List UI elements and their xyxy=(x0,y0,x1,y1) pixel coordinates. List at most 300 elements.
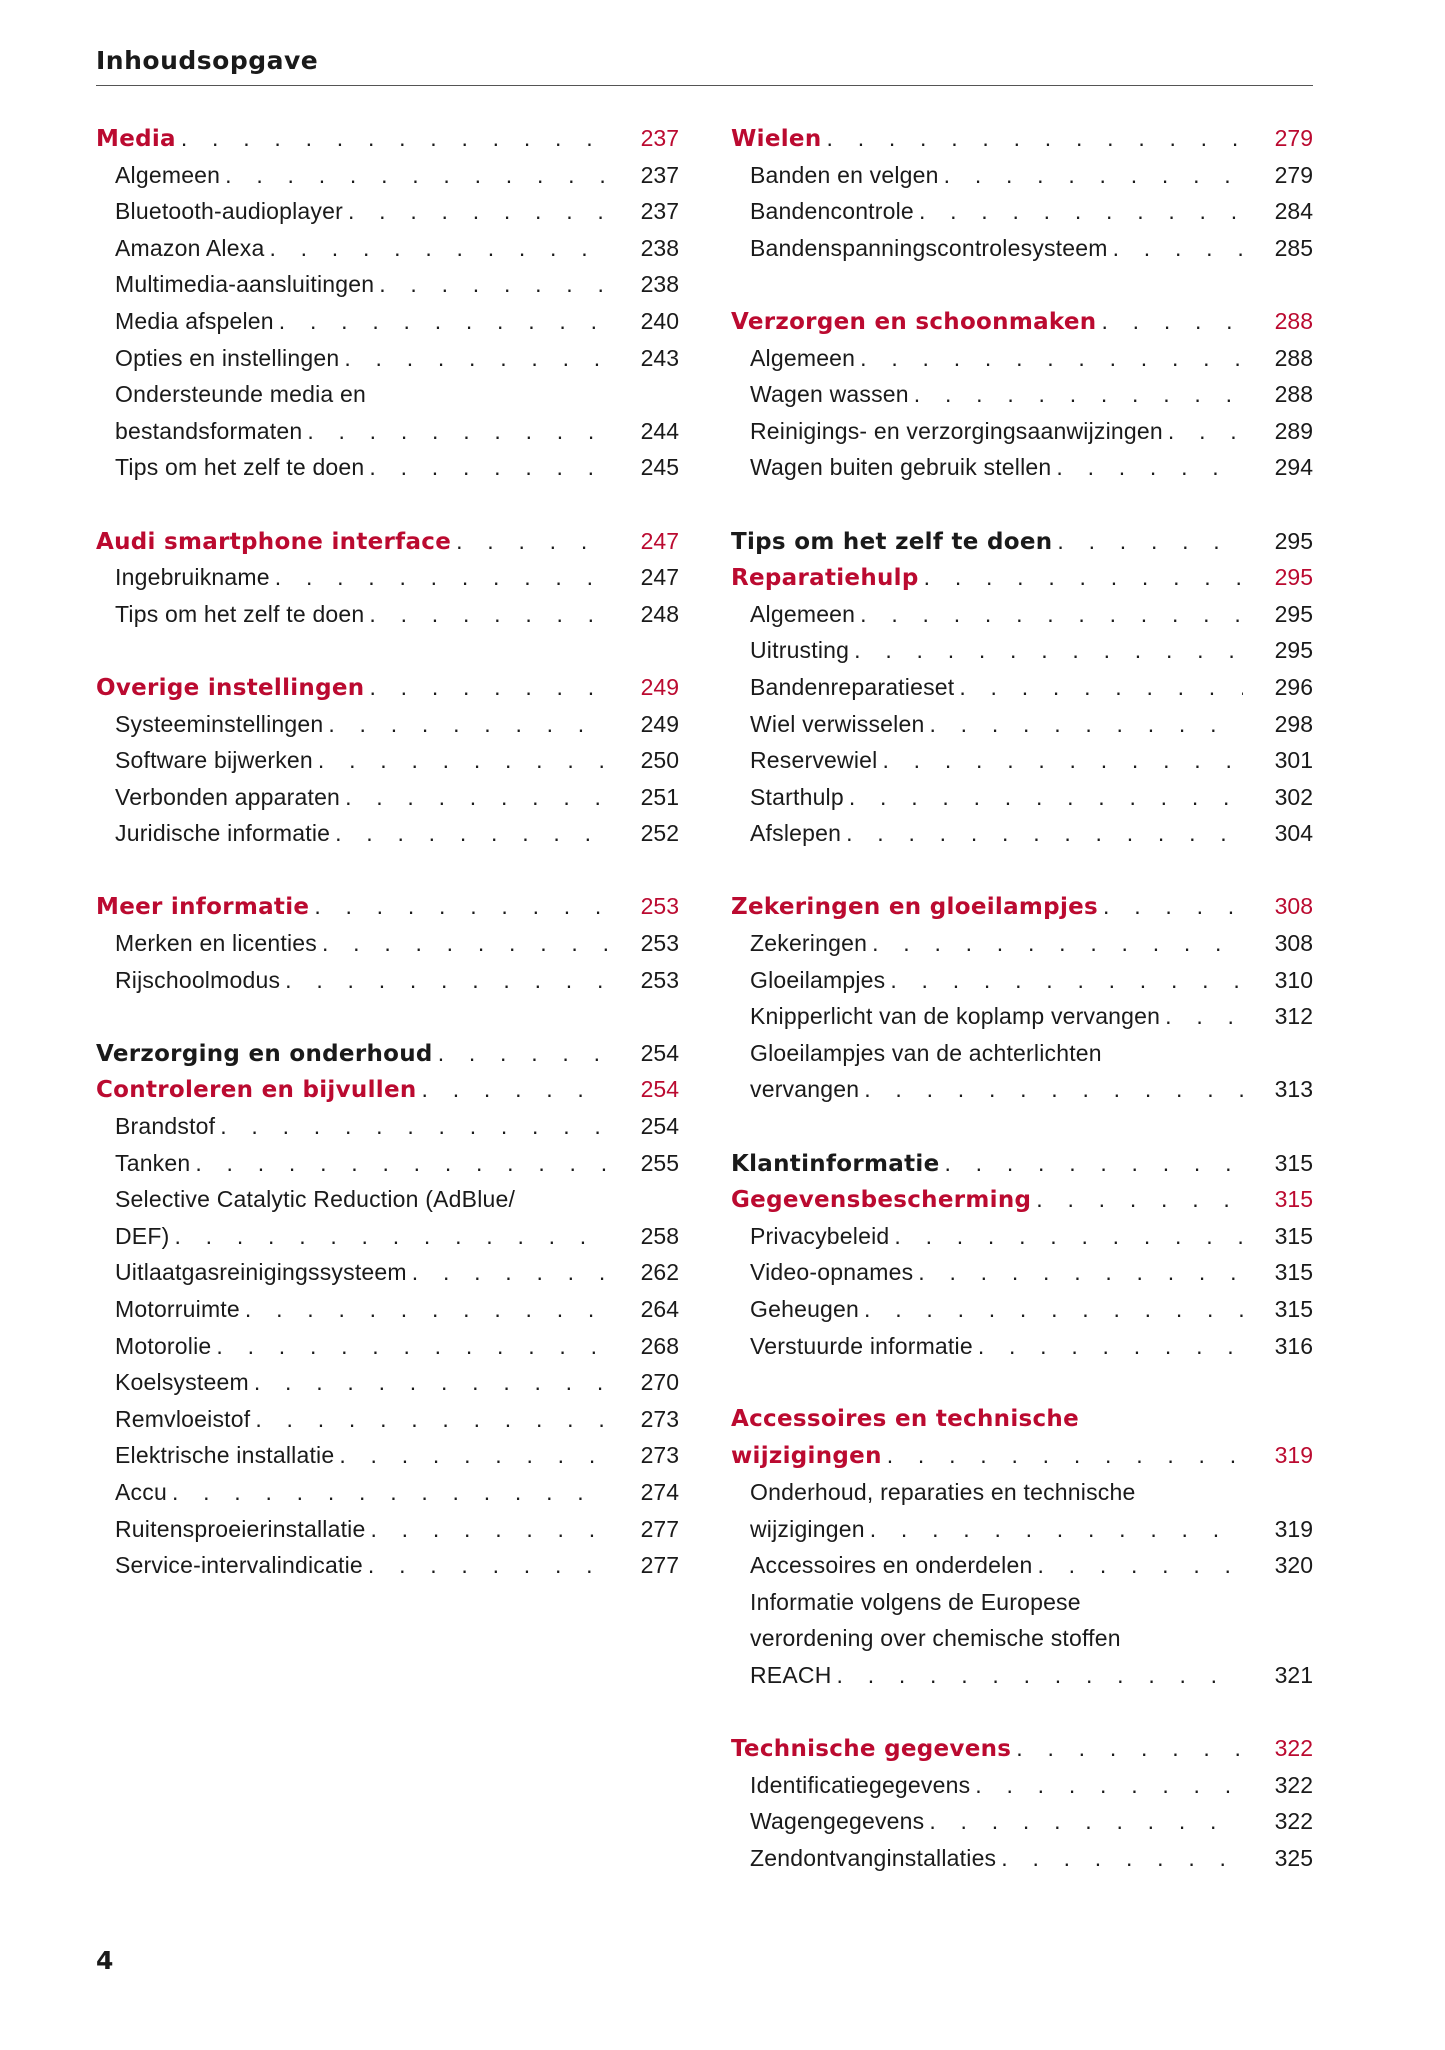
toc-entry-title: Algemeen xyxy=(750,600,856,627)
dot-leader xyxy=(872,925,1243,962)
toc-entry-title: Zendontvanginstallaties xyxy=(750,1844,997,1871)
dot-leader xyxy=(174,1218,609,1255)
dot-leader xyxy=(864,1071,1243,1108)
dot-leader xyxy=(1016,1730,1243,1767)
toc-entry-title: Video-opnames xyxy=(750,1259,914,1286)
toc-entry xyxy=(731,1620,1313,1657)
toc-chapter-entry[interactable] xyxy=(96,1035,679,1072)
toc-chapter-entry[interactable] xyxy=(731,303,1313,340)
toc-chapter-entry[interactable] xyxy=(731,1145,1313,1182)
dot-leader xyxy=(1165,998,1243,1035)
toc-entry-title: wijzigingen xyxy=(750,1515,865,1542)
dot-leader xyxy=(887,1437,1243,1474)
page-number: 4 xyxy=(96,1946,114,1975)
toc-entry[interactable] xyxy=(731,596,1313,633)
toc-page-number: 237 xyxy=(640,198,679,225)
toc-entry[interactable] xyxy=(96,340,679,377)
toc-entry-title: Uitrusting xyxy=(750,637,850,664)
toc-entry[interactable] xyxy=(731,632,1313,669)
toc-entry[interactable] xyxy=(96,742,679,779)
toc-page-number: 277 xyxy=(640,1515,679,1542)
toc-page-number: 319 xyxy=(1274,1442,1313,1469)
toc-entry-title: Privacybeleid xyxy=(750,1222,890,1249)
dot-leader xyxy=(172,1474,609,1511)
dot-leader xyxy=(1113,230,1243,267)
toc-entry[interactable] xyxy=(731,1803,1313,1840)
toc-entry-title: Ingebruikname xyxy=(115,564,270,591)
dot-leader xyxy=(978,1328,1243,1365)
toc-entry-title: Opties en instellingen xyxy=(115,344,340,371)
toc-entry xyxy=(731,1584,1313,1621)
toc-entry-title: Ondersteunde media en xyxy=(115,381,366,408)
dot-leader xyxy=(1103,888,1243,925)
toc-entry-title: Onderhoud, reparaties en technische xyxy=(750,1478,1136,1505)
dot-leader xyxy=(195,1145,609,1182)
dot-leader xyxy=(882,742,1243,779)
toc-entry-title: Koelsysteem xyxy=(115,1369,249,1396)
toc-chapter-entry[interactable] xyxy=(731,1730,1313,1767)
toc-page-number: 302 xyxy=(1274,783,1313,810)
toc-entry-title: REACH xyxy=(750,1661,832,1688)
toc-entry[interactable] xyxy=(731,1840,1313,1877)
dot-leader xyxy=(181,120,609,157)
dot-leader xyxy=(456,523,609,560)
dot-leader xyxy=(870,1511,1243,1548)
section-spacer xyxy=(731,1108,1313,1145)
toc-entry-title: vervangen xyxy=(750,1076,860,1103)
toc-entry[interactable] xyxy=(96,1145,679,1182)
toc-entry-title: Wagen buiten gebruik stellen xyxy=(750,454,1052,481)
dot-leader xyxy=(269,230,609,267)
toc-page-number: 237 xyxy=(640,125,679,151)
toc-chapter-entry[interactable] xyxy=(96,888,679,925)
toc-entry-title: Remvloeistof xyxy=(115,1405,251,1432)
toc-entry-title: Elektrische installatie xyxy=(115,1442,335,1469)
dot-leader xyxy=(849,779,1243,816)
toc-page-number: 251 xyxy=(640,783,679,810)
toc-page-number: 247 xyxy=(640,527,679,554)
toc-page-number: 247 xyxy=(640,564,679,591)
toc-entry[interactable] xyxy=(731,669,1313,706)
dot-leader xyxy=(860,340,1243,377)
dot-leader xyxy=(959,669,1243,706)
toc-entry-title: Wielen xyxy=(731,126,822,152)
toc-page-number: 295 xyxy=(1274,527,1313,554)
toc-entry-title: Accessoires en onderdelen xyxy=(750,1552,1033,1579)
toc-entry-title: Media afspelen xyxy=(115,307,274,334)
toc-page-number: 322 xyxy=(1274,1771,1313,1798)
toc-entry[interactable] xyxy=(96,1474,679,1511)
toc-page-number: 284 xyxy=(1274,198,1313,225)
header-divider xyxy=(96,85,1313,86)
toc-entry[interactable] xyxy=(96,1547,679,1584)
toc-entry[interactable] xyxy=(731,1071,1313,1108)
toc-left-column xyxy=(96,120,679,1584)
toc-entry[interactable] xyxy=(96,303,679,340)
dot-leader xyxy=(254,1364,609,1401)
toc-page-number: 248 xyxy=(640,600,679,627)
toc-entry-title: Gegevensbescherming xyxy=(731,1187,1032,1214)
dot-leader xyxy=(344,340,609,377)
toc-page-number: 320 xyxy=(1274,1552,1313,1579)
toc-entry[interactable] xyxy=(731,1328,1313,1365)
toc-page-number: 238 xyxy=(640,234,679,261)
toc-entry[interactable] xyxy=(96,1254,679,1291)
toc-entry-title: Knipperlicht van de koplamp vervangen xyxy=(750,1003,1161,1030)
toc-entry[interactable] xyxy=(731,1767,1313,1804)
toc-chapter-entry[interactable] xyxy=(96,523,679,560)
toc-entry[interactable] xyxy=(96,596,679,633)
toc-entry[interactable] xyxy=(96,1218,679,1255)
toc-entry-title: Systeeminstellingen xyxy=(115,710,324,737)
toc-entry-title: Tanken xyxy=(115,1149,191,1176)
dot-leader xyxy=(412,1254,609,1291)
dot-leader xyxy=(345,779,609,816)
page-title: Inhoudsopgave xyxy=(96,46,319,75)
toc-page-number: 244 xyxy=(640,417,679,444)
toc-page-number: 312 xyxy=(1274,1003,1313,1030)
toc-entry[interactable] xyxy=(96,266,679,303)
toc-entry-title: Wagengegevens xyxy=(750,1808,925,1835)
toc-entry-title: Algemeen xyxy=(115,161,221,188)
toc-entry-title: Zekeringen xyxy=(750,930,868,957)
toc-page-number: 250 xyxy=(640,747,679,774)
toc-page-number: 315 xyxy=(1274,1222,1313,1249)
toc-page-number: 315 xyxy=(1274,1186,1313,1213)
toc-entry[interactable] xyxy=(96,1364,679,1401)
section-spacer xyxy=(96,998,679,1035)
toc-entry-title: Wiel verwisselen xyxy=(750,710,925,737)
toc-page-number: 270 xyxy=(640,1369,679,1396)
toc-entry[interactable] xyxy=(96,1328,679,1365)
toc-entry[interactable] xyxy=(731,449,1313,486)
toc-page-number: 322 xyxy=(1274,1808,1313,1835)
toc-page-number: 249 xyxy=(640,710,679,737)
toc-entry-title: DEF) xyxy=(115,1222,170,1249)
dot-leader xyxy=(422,1071,609,1108)
toc-page-number: 289 xyxy=(1274,417,1313,444)
toc-page-number: 310 xyxy=(1274,966,1313,993)
toc-entry[interactable] xyxy=(96,193,679,230)
toc-entry xyxy=(96,376,679,413)
toc-page-number: 253 xyxy=(640,893,679,920)
toc-entry[interactable] xyxy=(731,1511,1313,1548)
dot-leader xyxy=(339,1437,609,1474)
toc-entry[interactable] xyxy=(731,742,1313,779)
toc-page-number: 301 xyxy=(1274,747,1313,774)
toc-page-number: 279 xyxy=(1274,161,1313,188)
toc-entry[interactable] xyxy=(731,376,1313,413)
dot-leader xyxy=(827,120,1243,157)
toc-entry[interactable] xyxy=(731,1547,1313,1584)
toc-entry-title: Software bijwerken xyxy=(115,747,313,774)
toc-page-number: 258 xyxy=(640,1222,679,1249)
toc-page-number: 255 xyxy=(640,1149,679,1176)
toc-chapter-entry[interactable] xyxy=(731,120,1313,157)
toc-entry-title: Verbonden apparaten xyxy=(115,783,341,810)
toc-page-number: 277 xyxy=(640,1552,679,1579)
toc-entry-title: Service-intervalindicatie xyxy=(115,1552,363,1579)
toc-entry-title: Reinigings- en verzorgingsaanwijzingen xyxy=(750,417,1163,444)
toc-entry-title: Merken en licenties xyxy=(115,930,317,957)
toc-page-number: 296 xyxy=(1274,673,1313,700)
toc-entry-title: Motorruimte xyxy=(115,1296,240,1322)
toc-entry-title: Algemeen xyxy=(750,344,856,371)
toc-page-number: 240 xyxy=(640,307,679,334)
toc-entry-title: Multimedia-aansluitingen xyxy=(115,271,375,298)
toc-entry[interactable] xyxy=(96,1291,679,1328)
toc-entry[interactable] xyxy=(731,998,1313,1035)
toc-entry[interactable] xyxy=(96,925,679,962)
toc-page-number: 319 xyxy=(1274,1515,1313,1542)
section-spacer xyxy=(96,486,679,523)
section-spacer xyxy=(731,1694,1313,1731)
dot-leader xyxy=(245,1291,609,1328)
dot-leader xyxy=(944,157,1243,194)
dot-leader xyxy=(368,1547,609,1584)
toc-chapter-entry[interactable] xyxy=(731,1181,1313,1218)
toc-entry[interactable] xyxy=(731,815,1313,852)
toc-entry[interactable] xyxy=(731,1657,1313,1694)
toc-entry[interactable] xyxy=(96,559,679,596)
toc-page-number: 298 xyxy=(1274,710,1313,737)
toc-entry-title: Wagen wassen xyxy=(750,381,909,408)
toc-chapter-entry[interactable] xyxy=(731,523,1313,560)
section-spacer xyxy=(731,1364,1313,1401)
toc-page-number: 254 xyxy=(640,1039,679,1066)
toc-entry-title: Banden en velgen xyxy=(750,161,939,188)
toc-page-number: 304 xyxy=(1274,820,1313,847)
toc-entry-title: Audi smartphone interface xyxy=(96,528,452,555)
toc-entry-title: Meer informatie xyxy=(96,894,310,921)
toc-entry-title: Bandencontrole xyxy=(750,198,914,225)
toc-chapter-entry[interactable] xyxy=(96,120,679,157)
toc-entry[interactable] xyxy=(96,1108,679,1145)
toc-page-number: 313 xyxy=(1274,1076,1313,1103)
toc-entry-title: Juridische informatie xyxy=(115,820,331,847)
toc-page-number: 288 xyxy=(1274,381,1313,408)
toc-chapter-entry[interactable] xyxy=(96,1071,679,1108)
toc-page-number: 238 xyxy=(640,271,679,298)
toc-page-number: 315 xyxy=(1274,1296,1313,1322)
toc-entry[interactable] xyxy=(96,230,679,267)
toc-entry-title: Ruitensproeierinstallatie xyxy=(115,1515,366,1542)
toc-page-number: 308 xyxy=(1274,930,1313,957)
dot-leader xyxy=(370,1511,609,1548)
dot-leader xyxy=(846,815,1243,852)
toc-page-number: 322 xyxy=(1274,1735,1313,1762)
toc-page-number: 288 xyxy=(1274,344,1313,371)
dot-leader xyxy=(894,1218,1243,1255)
toc-entry-title: Motorolie xyxy=(115,1332,212,1359)
toc-entry[interactable] xyxy=(96,815,679,852)
toc-entry-title: Accu xyxy=(115,1478,167,1505)
toc-page-number: 308 xyxy=(1274,893,1313,920)
toc-page-number: 237 xyxy=(640,161,679,188)
toc-page-number: 279 xyxy=(1274,125,1313,151)
toc-chapter-entry[interactable] xyxy=(731,559,1313,596)
toc-entry-title: Verstuurde informatie xyxy=(750,1332,973,1359)
dot-leader xyxy=(1057,523,1243,560)
toc-chapter-entry[interactable] xyxy=(731,1437,1313,1474)
toc-entry-title: Verzorgen en schoonmaken xyxy=(731,308,1097,335)
dot-leader xyxy=(837,1657,1243,1694)
toc-entry-title: Technische gegevens xyxy=(731,1736,1012,1763)
toc-page-number: 254 xyxy=(640,1076,679,1103)
toc-entry[interactable] xyxy=(96,1437,679,1474)
dot-leader xyxy=(944,1145,1243,1182)
toc-right-column xyxy=(731,120,1313,1877)
dot-leader xyxy=(1037,1547,1243,1584)
toc-page-number: 315 xyxy=(1274,1149,1313,1176)
toc-entry-title: wijzigingen xyxy=(731,1443,882,1470)
toc-page-number: 295 xyxy=(1274,637,1313,664)
toc-entry-title: Gloeilampjes van de achterlichten xyxy=(750,1039,1102,1066)
dot-leader xyxy=(369,449,609,486)
toc-page-number: 268 xyxy=(640,1332,679,1359)
toc-entry[interactable] xyxy=(96,962,679,999)
toc-page-number: 294 xyxy=(1274,454,1313,481)
dot-leader xyxy=(929,706,1243,743)
dot-leader xyxy=(924,559,1243,596)
toc-entry-title: Bandenreparatieset xyxy=(750,673,955,700)
toc-entry[interactable] xyxy=(96,706,679,743)
toc-entry[interactable] xyxy=(731,413,1313,450)
toc-entry[interactable] xyxy=(731,1291,1313,1328)
toc-entry-title: Media xyxy=(96,126,176,152)
toc-entry-title: Zekeringen en gloeilampjes xyxy=(731,894,1099,921)
dot-leader xyxy=(379,266,609,303)
dot-leader xyxy=(216,1328,609,1365)
dot-leader xyxy=(890,962,1243,999)
toc-entry[interactable] xyxy=(731,157,1313,194)
dot-leader xyxy=(369,669,609,706)
dot-leader xyxy=(369,596,609,633)
toc-entry-title: Bandenspanningscontrolesysteem xyxy=(750,234,1108,261)
toc-entry[interactable] xyxy=(96,157,679,194)
toc-entry-title: Overige instellingen xyxy=(96,674,365,701)
toc-entry[interactable] xyxy=(96,1511,679,1548)
toc-entry[interactable] xyxy=(731,925,1313,962)
toc-entry-title: Starthulp xyxy=(750,783,844,810)
dot-leader xyxy=(919,193,1243,230)
dot-leader xyxy=(307,413,609,450)
toc-entry[interactable] xyxy=(96,413,679,450)
toc-entry xyxy=(731,1474,1313,1511)
dot-leader xyxy=(314,888,609,925)
toc-page-number: 273 xyxy=(640,1405,679,1432)
toc-page-number: 253 xyxy=(640,966,679,993)
dot-leader xyxy=(220,1108,609,1145)
toc-entry-title: Tips om het zelf te doen xyxy=(115,454,365,481)
toc-entry-title: Identificatiegegevens xyxy=(750,1771,971,1798)
toc-entry[interactable] xyxy=(731,340,1313,377)
dot-leader xyxy=(275,559,609,596)
dot-leader xyxy=(918,1254,1243,1291)
toc-entry[interactable] xyxy=(731,962,1313,999)
dot-leader xyxy=(348,193,609,230)
toc-chapter-entry xyxy=(731,1401,1313,1438)
dot-leader xyxy=(1001,1840,1243,1877)
toc-entry-title: Tips om het zelf te doen xyxy=(115,600,365,627)
toc-entry[interactable] xyxy=(731,193,1313,230)
toc-entry[interactable] xyxy=(731,230,1313,267)
toc-entry[interactable] xyxy=(731,1218,1313,1255)
dot-leader xyxy=(854,632,1243,669)
toc-page-number: 295 xyxy=(1274,564,1313,591)
toc-entry-title: Uitlaatgasreinigingssysteem xyxy=(115,1259,407,1286)
toc-entry-title: bestandsformaten xyxy=(115,417,303,444)
toc-entry[interactable] xyxy=(96,779,679,816)
section-spacer xyxy=(731,852,1313,889)
section-spacer xyxy=(731,486,1313,523)
toc-entry-title: Rijschoolmodus xyxy=(115,966,281,993)
toc-entry-title: Gloeilampjes xyxy=(750,966,886,993)
toc-entry-title: Reparatiehulp xyxy=(731,565,919,592)
dot-leader xyxy=(1036,1181,1243,1218)
toc-entry-title: Amazon Alexa xyxy=(115,234,265,261)
section-spacer xyxy=(731,266,1313,303)
dot-leader xyxy=(318,742,609,779)
toc-entry xyxy=(731,1035,1313,1072)
toc-entry-title: Klantinformatie xyxy=(731,1150,940,1177)
toc-page-number: 288 xyxy=(1274,307,1313,334)
toc-page-number: 245 xyxy=(640,454,679,481)
toc-entry[interactable] xyxy=(731,779,1313,816)
dot-leader xyxy=(1056,449,1243,486)
toc-page-number: 243 xyxy=(640,344,679,371)
toc-entry-title: verordening over chemische stoffen xyxy=(750,1625,1121,1652)
toc-entry-title: Verzorging en onderhoud xyxy=(96,1040,433,1067)
toc-entry[interactable] xyxy=(96,1401,679,1438)
dot-leader xyxy=(285,962,609,999)
toc-page-number: 325 xyxy=(1274,1844,1313,1871)
toc-entry-title: Brandstof xyxy=(115,1113,216,1140)
toc-entry[interactable] xyxy=(96,449,679,486)
dot-leader xyxy=(860,596,1243,633)
dot-leader xyxy=(335,815,609,852)
toc-entry-title: Selective Catalytic Reduction (AdBlue/ xyxy=(115,1186,516,1213)
toc-page-number: 262 xyxy=(640,1259,679,1286)
dot-leader xyxy=(975,1767,1243,1804)
toc-entry-title: Geheugen xyxy=(750,1296,860,1322)
dot-leader xyxy=(1101,303,1243,340)
toc-chapter-entry[interactable] xyxy=(96,669,679,706)
toc-page-number: 264 xyxy=(640,1296,679,1322)
toc-page-number: 315 xyxy=(1274,1259,1313,1286)
toc-page-number: 254 xyxy=(640,1113,679,1140)
toc-page-number: 321 xyxy=(1274,1661,1313,1688)
toc-entry-title: Controleren en bijvullen xyxy=(96,1077,417,1104)
toc-page-number: 316 xyxy=(1274,1332,1313,1359)
dot-leader xyxy=(929,1803,1243,1840)
toc-page-number: 253 xyxy=(640,930,679,957)
dot-leader xyxy=(279,303,609,340)
toc-page-number: 274 xyxy=(640,1478,679,1505)
toc-page-number: 285 xyxy=(1274,234,1313,261)
toc-entry-title: Accessoires en technische xyxy=(731,1405,1080,1432)
toc-entry[interactable] xyxy=(731,1254,1313,1291)
toc-page-number: 252 xyxy=(640,820,679,847)
toc-entry[interactable] xyxy=(731,706,1313,743)
section-spacer xyxy=(96,632,679,669)
toc-chapter-entry[interactable] xyxy=(731,888,1313,925)
dot-leader xyxy=(914,376,1243,413)
toc-entry-title: Afslepen xyxy=(750,820,842,847)
dot-leader xyxy=(322,925,609,962)
section-spacer xyxy=(96,852,679,889)
toc-page-number: 295 xyxy=(1274,600,1313,627)
